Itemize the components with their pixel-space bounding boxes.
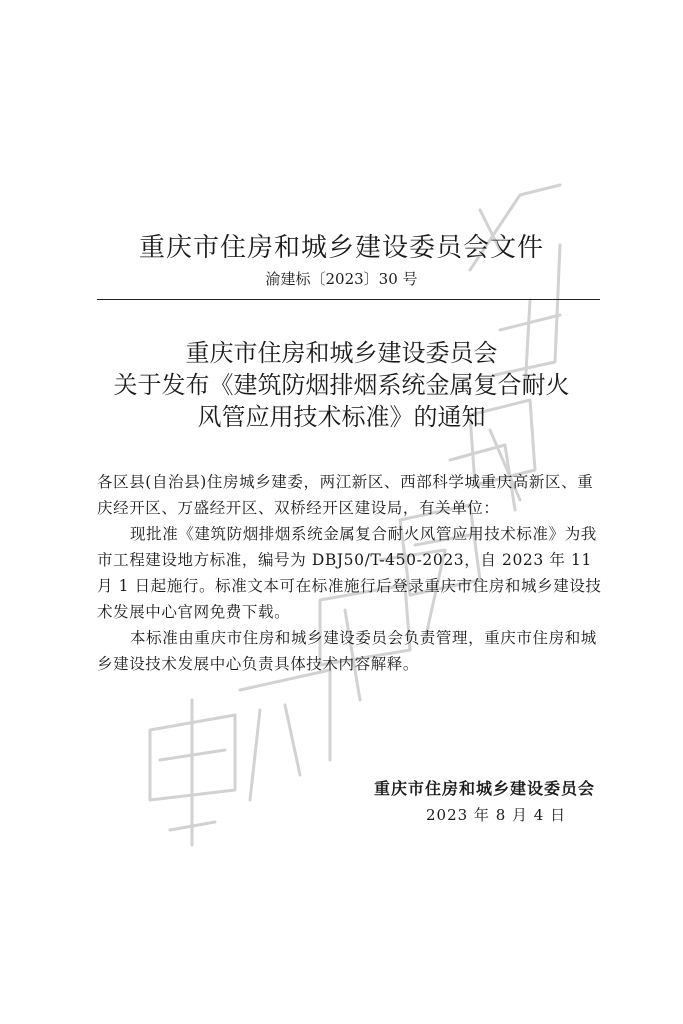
- signature-date: 2023 年 8 月 4 日: [426, 806, 567, 824]
- approval-paragraph: 现批准《建筑防烟排烟系统金属复合耐火风管应用技术标准》为我市工程建设地方标准，编号为 DBJ50/T-450-2023，自 2023 年 11 月 1 日起施行。标准文本可在标准施行后登录重庆市住房和城乡建设技术发展中心官网免费下载。: [97, 525, 602, 621]
- title-line-3: 风管应用技术标准》的通知: [197, 403, 486, 431]
- notice-title: [0, 337, 683, 433]
- title-line-1: 重庆市住房和城乡建设委员会: [185, 339, 498, 367]
- header-divider: [97, 299, 600, 300]
- issuer-title: 重庆市住房和城乡建设委员会文件: [138, 233, 544, 263]
- management-paragraph: 本标准由重庆市住房和城乡建设委员会负责管理，重庆市住房和城乡建设技术发展中心负责具体技术内容解释。: [97, 629, 597, 673]
- addressee-paragraph: 各区县(自治县)住房城乡建委，两江新区、西部科学城重庆高新区、重庆经开区、万盛经开区、双桥经开区建设局，有关单位：: [97, 473, 594, 517]
- signature-organization: 重庆市住房和城乡建设委员会: [373, 779, 595, 798]
- notice-body: [97, 469, 607, 677]
- document-number: 渝建标〔2023〕30 号: [265, 270, 418, 288]
- title-line-2: 关于发布《建筑防烟排烟系统金属复合耐火: [113, 371, 570, 399]
